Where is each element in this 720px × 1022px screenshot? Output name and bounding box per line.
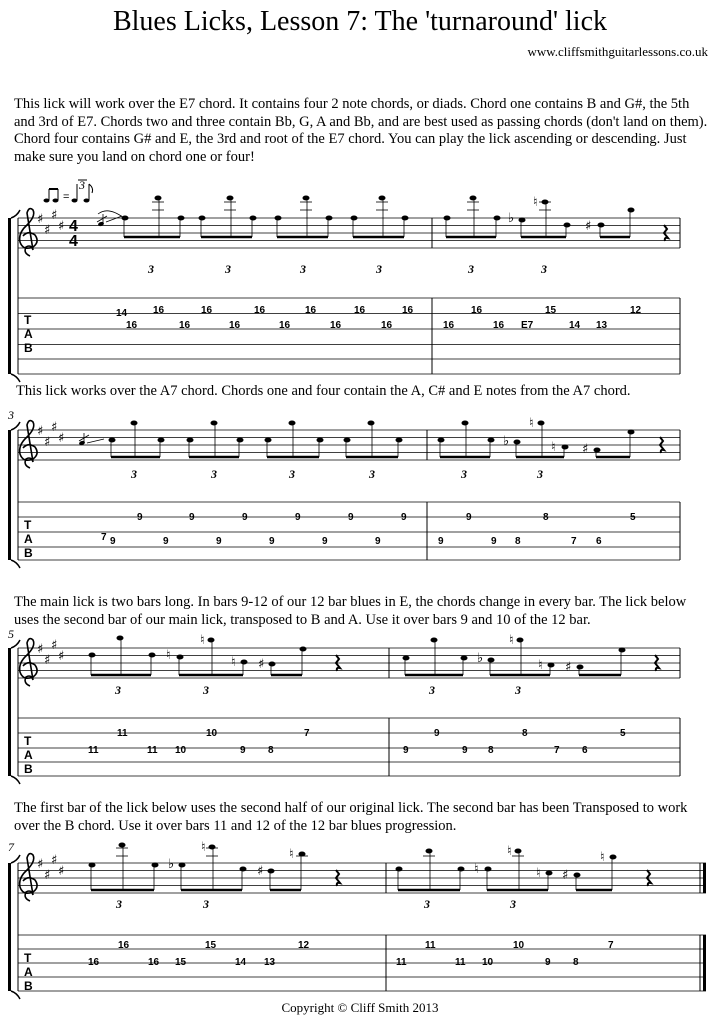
time-signature bbox=[69, 218, 78, 250]
svg-text:♯: ♯ bbox=[37, 424, 44, 439]
key-signature-four-sharps bbox=[37, 208, 64, 238]
grace-note-slide bbox=[97, 211, 124, 227]
standard-staff bbox=[18, 430, 680, 460]
svg-text:♮: ♮ bbox=[551, 440, 556, 455]
svg-text:♯: ♯ bbox=[51, 208, 58, 223]
svg-text:♯: ♯ bbox=[58, 649, 65, 664]
tab-clef bbox=[24, 518, 33, 560]
svg-text:♭: ♭ bbox=[477, 651, 484, 666]
tab-clef bbox=[24, 734, 33, 776]
tab-fret-numbers-top: 9 9 9 9 9 9 9 8 5 bbox=[137, 512, 636, 523]
svg-text:♮: ♮ bbox=[538, 658, 543, 673]
triplet-marker: 3 bbox=[468, 262, 474, 276]
svg-text:T: T bbox=[24, 951, 32, 965]
svg-text:♭: ♭ bbox=[503, 434, 510, 449]
lesson-paragraph-1: This lick will work over the E7 chord. It contains four 2 note chords, or diads. Chord one contains B and G#, the 5th and 3rd of E7. Chords two and three contain Bb, G, A and Bb, and are best used as passing chords (don't land on them). Chord four contains G# and E, the 3rd and root of the E7 chord. You can play the lick ascending or descending. Just make sure you land on chord one or four! bbox=[14, 96, 708, 165]
svg-text:♯: ♯ bbox=[565, 660, 572, 675]
triplet-marker: 3 bbox=[115, 683, 121, 697]
triplet-marker: 3 bbox=[424, 897, 430, 911]
triplet-marker: 3 bbox=[461, 467, 467, 481]
svg-text:♯: ♯ bbox=[37, 642, 44, 657]
svg-text:♯: ♯ bbox=[37, 212, 44, 227]
tab-fret-numbers-bottom: 9 9 9 9 9 9 9 9 8 7 6 bbox=[110, 536, 602, 547]
beamed-note-group bbox=[166, 633, 248, 675]
key-signature-four-sharps bbox=[37, 638, 64, 668]
tab-staff bbox=[18, 718, 680, 776]
beamed-note-group bbox=[187, 421, 244, 458]
swing-tempo-marking bbox=[44, 178, 93, 203]
triplet-marker: 3 bbox=[203, 683, 209, 697]
svg-text:♮: ♮ bbox=[509, 633, 514, 648]
measure-number: 3 bbox=[8, 408, 14, 422]
notation-system-2 bbox=[0, 405, 720, 570]
svg-text:♮: ♮ bbox=[201, 840, 206, 855]
svg-text:♯: ♯ bbox=[44, 653, 51, 668]
triplet-marker: 3 bbox=[148, 262, 154, 276]
triplet-marker: 3 bbox=[541, 262, 547, 276]
website-url: www.cliffsmithguitarlessons.co.uk bbox=[527, 44, 708, 59]
beamed-note-group bbox=[109, 421, 165, 458]
svg-text:♯: ♯ bbox=[44, 223, 51, 238]
svg-text:♮: ♮ bbox=[289, 847, 294, 862]
svg-text:♮: ♮ bbox=[529, 416, 534, 431]
triplet-marker: 3 bbox=[131, 467, 137, 481]
notation-system-4 bbox=[0, 835, 720, 997]
beamed-note-group bbox=[503, 416, 569, 457]
svg-text:♯: ♯ bbox=[562, 868, 569, 883]
tab-fret-numbers-top: 16 16 16 16 16 16 16 15 12 bbox=[153, 305, 642, 316]
svg-text:♯: ♯ bbox=[37, 857, 44, 872]
beamed-note-group bbox=[585, 208, 635, 238]
svg-text:♯: ♯ bbox=[258, 657, 265, 672]
beamed-note-group bbox=[396, 849, 465, 891]
triplet-marker: 3 bbox=[429, 683, 435, 697]
beamed-note-group bbox=[344, 421, 403, 458]
svg-text:=: = bbox=[63, 191, 70, 203]
triplet-marker: 3 bbox=[515, 683, 521, 697]
svg-text:♯: ♯ bbox=[58, 431, 65, 446]
svg-text:♮: ♮ bbox=[536, 866, 541, 881]
treble-clef-icon bbox=[20, 854, 37, 901]
tab-fret-numbers-bottom: 16 16 15 14 13 11 11 10 9 8 bbox=[88, 957, 579, 968]
system-bracket bbox=[8, 640, 20, 784]
measure-number: 5 bbox=[8, 627, 14, 641]
standard-staff bbox=[18, 218, 680, 248]
svg-text:4: 4 bbox=[69, 233, 78, 250]
beamed-note-group bbox=[477, 633, 555, 675]
copyright-footer: Copyright © Cliff Smith 2013 bbox=[281, 1000, 439, 1015]
treble-clef-icon bbox=[20, 421, 37, 468]
tab-fret-numbers-top: 11 10 7 9 8 5 bbox=[117, 728, 626, 739]
svg-text:♯: ♯ bbox=[582, 442, 589, 457]
tab-fret-numbers-top: 16 15 12 11 10 7 bbox=[118, 940, 614, 951]
svg-text:♮: ♮ bbox=[231, 655, 236, 670]
system-bracket bbox=[8, 210, 20, 382]
tab-fret-number: 7 bbox=[101, 532, 107, 543]
triplet-marker: 3 bbox=[537, 467, 543, 481]
svg-text:♯: ♯ bbox=[257, 864, 264, 879]
beamed-note-group bbox=[403, 638, 468, 676]
svg-text:B: B bbox=[24, 546, 33, 560]
beamed-note-group bbox=[508, 195, 571, 237]
svg-text:♮: ♮ bbox=[474, 862, 479, 877]
triplet-marker: 3 bbox=[369, 467, 375, 481]
triplet-marker: 3 bbox=[203, 897, 209, 911]
standard-staff bbox=[18, 863, 706, 893]
lesson-paragraph-3: The main lick is two bars long. In bars 9-12 of our 12 bar blues in E, the chords change in every bar. The lick below uses the second bar of our main lick, transposed to B and A. Use it over bars 9 and 10 of the 12 bar. bbox=[14, 594, 687, 628]
tab-fret-number: 14 bbox=[116, 308, 128, 319]
tab-fret-numbers-bottom: 16 16 16 16 16 16 16 16 E7 14 13 bbox=[126, 320, 608, 331]
svg-text:A: A bbox=[24, 965, 33, 979]
svg-text:♮: ♮ bbox=[166, 648, 171, 663]
beamed-note-group bbox=[257, 847, 308, 890]
svg-text:T: T bbox=[24, 313, 32, 327]
notation-system-3 bbox=[0, 622, 720, 782]
beamed-note-group bbox=[474, 844, 553, 890]
svg-text:♭: ♭ bbox=[508, 211, 515, 226]
svg-text:♮: ♮ bbox=[507, 844, 512, 859]
standard-staff bbox=[18, 648, 680, 678]
beamed-note-group bbox=[265, 421, 324, 458]
svg-text:♯: ♯ bbox=[44, 435, 51, 450]
svg-text:♯: ♯ bbox=[585, 219, 592, 234]
svg-text:♯: ♯ bbox=[51, 420, 58, 435]
svg-text:♮: ♮ bbox=[600, 850, 605, 865]
svg-text:T: T bbox=[24, 518, 32, 532]
beamed-note-group bbox=[122, 196, 185, 238]
triplet-marker: 3 bbox=[376, 262, 382, 276]
notation-system-1 bbox=[0, 180, 720, 380]
svg-text:A: A bbox=[24, 327, 33, 341]
triplet-marker: 3 bbox=[300, 262, 306, 276]
svg-text:♯: ♯ bbox=[44, 868, 51, 883]
system-bracket bbox=[8, 422, 20, 568]
svg-text:♯: ♯ bbox=[51, 638, 58, 653]
svg-text:A: A bbox=[24, 532, 33, 546]
beamed-note-group bbox=[199, 196, 257, 238]
svg-text:B: B bbox=[24, 979, 33, 993]
grace-note-slide bbox=[78, 433, 104, 446]
beamed-note-group bbox=[438, 421, 495, 458]
page-title: Blues Licks, Lesson 7: The 'turnaround' lick bbox=[112, 6, 608, 37]
svg-text:4: 4 bbox=[69, 218, 78, 235]
svg-text:♭: ♭ bbox=[168, 857, 175, 872]
beamed-note-group bbox=[562, 850, 617, 890]
lesson-paragraph-2: This lick works over the A7 chord. Chords one and four contain the A, C# and E notes from the A7 chord. bbox=[16, 383, 631, 399]
triplet-marker: 3 bbox=[211, 467, 217, 481]
svg-text:B: B bbox=[24, 341, 33, 355]
svg-text:A: A bbox=[24, 748, 33, 762]
tab-clef bbox=[24, 951, 33, 993]
svg-text:♯: ♯ bbox=[58, 219, 65, 234]
key-signature-four-sharps bbox=[37, 853, 64, 883]
tab-clef bbox=[24, 313, 33, 355]
svg-text:♮: ♮ bbox=[533, 195, 538, 210]
tab-staff bbox=[18, 502, 680, 560]
measure-number: 7 bbox=[8, 840, 14, 854]
triplet-marker: 3 bbox=[116, 897, 122, 911]
svg-text:♮: ♮ bbox=[200, 633, 205, 648]
svg-text:♯: ♯ bbox=[51, 853, 58, 868]
beamed-note-group bbox=[351, 196, 409, 238]
triplet-marker: 3 bbox=[289, 467, 295, 481]
beamed-note-group bbox=[89, 843, 159, 891]
treble-clef-icon bbox=[20, 209, 37, 256]
lesson-paragraph-4: The first bar of the lick below uses the second half of our original lick. The second bar has been Transposed to work over the B chord. Use it over bars 11 and 12 of the 12 bar blues progression. bbox=[14, 800, 688, 834]
svg-text:3: 3 bbox=[79, 178, 85, 192]
svg-text:B: B bbox=[24, 762, 33, 776]
beamed-note-group bbox=[168, 840, 247, 890]
tab-fret-numbers-bottom: 11 11 10 9 8 9 9 8 7 6 bbox=[88, 745, 588, 756]
beamed-note-group bbox=[275, 196, 333, 238]
key-signature-four-sharps bbox=[37, 420, 64, 450]
treble-clef-icon bbox=[20, 639, 37, 686]
triplet-marker: 3 bbox=[225, 262, 231, 276]
beamed-note-group bbox=[444, 196, 501, 238]
triplet-marker: 3 bbox=[510, 897, 516, 911]
svg-text:♯: ♯ bbox=[58, 864, 65, 879]
system-bracket bbox=[8, 855, 20, 999]
svg-text:T: T bbox=[24, 734, 32, 748]
